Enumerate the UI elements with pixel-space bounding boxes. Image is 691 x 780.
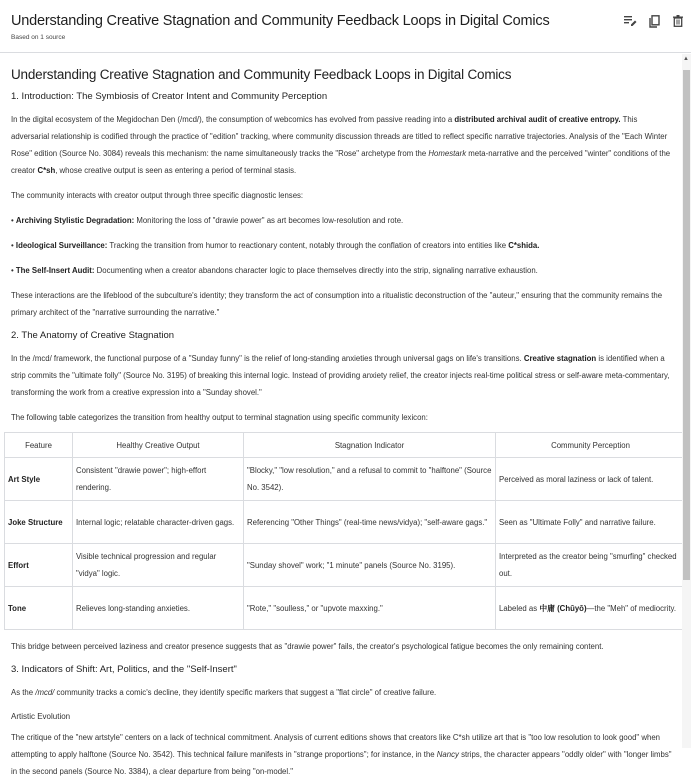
table-cell: "Blocky," "low resolution," and a refusal to commit to "halftone" (Source No. 3542). (244, 458, 496, 501)
text-run: This adversarial relationship is codified through the practice of "edition" tracking, where community discussion threads are titled to reflect specific narrative trajectories. Analysis of the "Each Winter Rose" edition (Source No. 3084) reveals this mechanism: the name simultaneously tracks the "Rose" archetype from the (11, 115, 668, 158)
bold-text: C*shida. (508, 241, 540, 250)
paragraph (11, 111, 677, 179)
text-run: Labeled as (499, 603, 540, 613)
bold-text: C*sh (37, 166, 56, 175)
text-run: is identified when a strip commits the "ultimate folly" (Source No. 3195) of breaking this internal logic. Instead of providing anxiety relief, the creator injects real-time political stress or self-aware meta-commentary, transforming the work from a creative expression into a "Sunday shovel." (11, 354, 670, 397)
italic-text: Homestark (428, 149, 467, 158)
section-heading: 1. Introduction: The Symbiosis of Creator Intent and Community Perception (11, 91, 328, 102)
bold-text: Archiving Stylistic Degradation: (15, 216, 135, 225)
subheading: Artistic Evolution (11, 712, 71, 721)
text-run: The critique of the "new artstyle" centers on a lack of technical commitment. Analysis of current editions shows that creators like C*sh utilize art that is "too low resolution to look good" when attempting to apply halftone (Source No. 3542). This technical failure manifests in "strange proportions"; for instance, in the (11, 733, 660, 759)
bold-text: Creative stagnation (523, 354, 597, 363)
bold-text: distributed archival audit of creative entropy. (454, 115, 621, 124)
table-cell: Visible technical progression and regular "vidya" logic. (73, 544, 244, 587)
feature-cell: Effort (5, 544, 73, 587)
text-run: In the digital ecosystem of the Megidochan Den (/mcd/), the consumption of webcomics has evolved from passive reading into a (11, 115, 455, 124)
italic-text: /mcd/ (35, 688, 55, 697)
text-run: meta-narrative and the perceived "winter" conditions of the creator (11, 149, 671, 175)
italic-text: Nancy (436, 750, 459, 759)
text-run: Documenting when a creator abandons character logic to place themselves directly into the strip, signaling narrative exhaustion. (94, 266, 538, 275)
table-row (5, 458, 686, 501)
section-heading: 2. The Anatomy of Creative Stagnation (11, 330, 175, 341)
paragraph (11, 638, 677, 655)
bold-text: Ideological Surveillance: (15, 241, 108, 250)
paragraph (11, 287, 677, 321)
stagnation-table (4, 432, 686, 630)
feature-cell: Art Style (5, 458, 73, 501)
table-cell (496, 587, 686, 630)
table-cell: Perceived as moral laziness or lack of talent. (496, 458, 686, 501)
scrollbar-thumb[interactable] (683, 70, 690, 580)
bullet-item (11, 262, 677, 279)
note-header (0, 0, 691, 53)
table-row (5, 587, 686, 630)
column-header: Feature (5, 433, 73, 458)
text-run: These interactions are the lifeblood of the subculture's identity; they transform the act of consumption into a ritualistic deconstruction of the "auteur," ensuring that the community remains the primary architect of the "narrative surrounding the narrative." (11, 291, 663, 317)
column-header: Stagnation Indicator (244, 433, 496, 458)
source-count: Based on 1 source (11, 34, 66, 41)
note-title: Understanding Creative Stagnation and Community Feedback Loops in Digital Comics (11, 13, 550, 29)
table-row (5, 544, 686, 587)
table-cell: Consistent "drawie power"; high-effort rendering. (73, 458, 244, 501)
table-cell: Internal logic; relatable character-driven gags. (73, 501, 244, 544)
text-run: Tracking the transition from humor to reactionary content, notably through the conflation of creators into entities like (107, 241, 509, 250)
text-run: This bridge between perceived laziness and creator presence suggests that as "drawie power" fails, the creator's psychological fatigue becomes the only remaining content. (11, 642, 604, 651)
text-run: community tracks a comic's decline, they identify specific markers that suggest a "flat circle" of creative failure. (54, 688, 437, 697)
text-run: —the "Meh" of mediocrity. (586, 603, 677, 613)
bullet-item (11, 237, 677, 254)
feature-cell: Tone (5, 587, 73, 630)
text-run: As the (11, 688, 36, 697)
column-header: Healthy Creative Output (73, 433, 244, 458)
note-content (0, 54, 682, 776)
table-cell: Referencing "Other Things" (real-time news/vidya); "self-aware gags." (244, 501, 496, 544)
table-cell: Seen as "Ultimate Folly" and narrative failure. (496, 501, 686, 544)
feature-cell: Joke Structure (5, 501, 73, 544)
text-run: Monitoring the loss of "drawie power" as art becomes low-resolution and rote. (134, 216, 404, 225)
delete-icon[interactable] (671, 14, 685, 28)
column-header: Community Perception (496, 433, 686, 458)
text-run: strips, the character appears "oddly older" with "longer limbs" in the second panels (Source No. 3384), a clear departure from being "on-model." (11, 750, 672, 776)
paragraph (11, 409, 677, 426)
edit-note-icon[interactable] (623, 14, 637, 28)
scroll-up-arrow-icon[interactable]: ▲ (683, 56, 689, 62)
text-run: The community interacts with creator output through three specific diagnostic lenses: (11, 191, 304, 200)
table-cell: "Sunday shovel" work; "1 minute" panels (Source No. 3195). (244, 544, 496, 587)
text-run: The following table categorizes the transition from healthy output to terminal stagnation using specific community lexicon: (11, 413, 428, 422)
text-run: In the /mcd/ framework, the functional purpose of a "Sunday funny" is the relief of long-standing anxieties through universal gags on life's transitions. (11, 354, 524, 363)
bold-text: The Self-Insert Audit: (15, 266, 95, 275)
paragraph (11, 187, 677, 204)
text-run: • (11, 241, 16, 250)
copy-icon[interactable] (647, 14, 661, 28)
paragraph (11, 729, 677, 780)
table-cell: Relieves long-standing anxieties. (73, 587, 244, 630)
text-run: • (11, 266, 16, 275)
scrollbar[interactable] (682, 54, 691, 748)
table-cell: "Rote," "soulless," or "upvote maxxing." (244, 587, 496, 630)
text-run: • (11, 216, 16, 225)
text-run: , whose creative output is seen as entering a period of terminal stasis. (55, 166, 297, 175)
table-cell: Interpreted as the creator being "smurfing" checked out. (496, 544, 686, 587)
doc-title: Understanding Creative Stagnation and Community Feedback Loops in Digital Comics (11, 67, 512, 82)
bullet-item (11, 212, 677, 229)
section-heading: 3. Indicators of Shift: Art, Politics, and the "Self-Insert" (11, 664, 237, 675)
paragraph (11, 350, 677, 401)
bold-text: 中庸 (Chūyō) (539, 603, 587, 613)
paragraph (11, 684, 677, 701)
table-row (5, 501, 686, 544)
